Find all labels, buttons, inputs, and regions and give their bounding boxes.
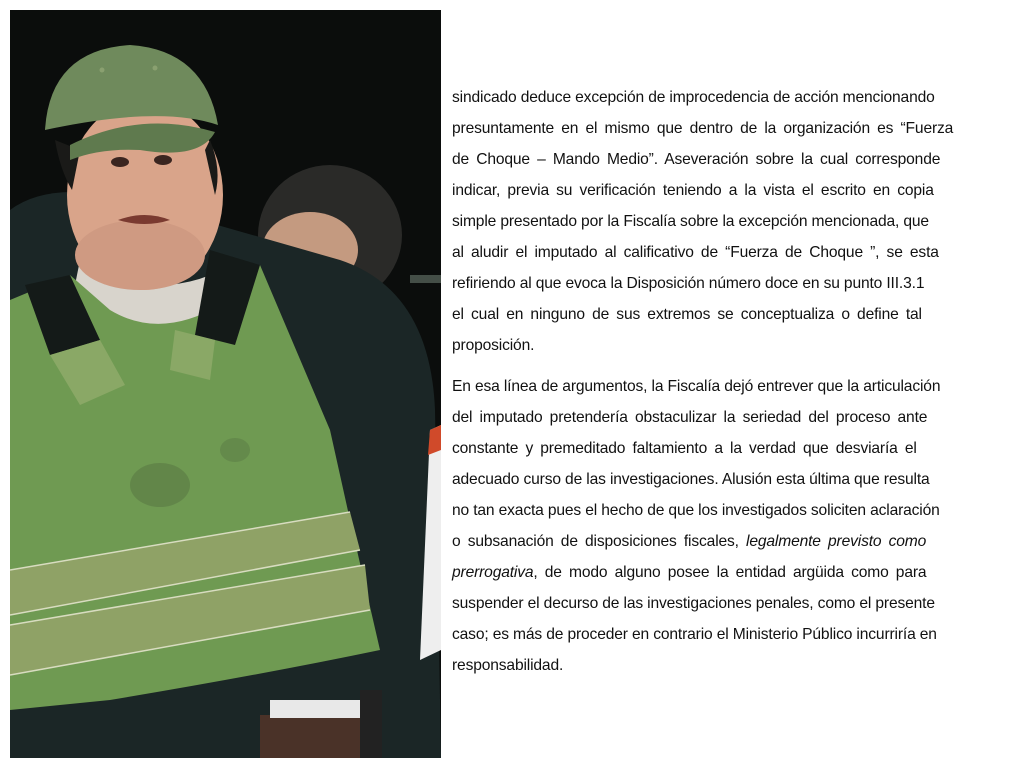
paragraph-2 (452, 371, 1024, 681)
text-line: adecuado curso de las investigaciones. Alusión esta última que resulta (452, 471, 930, 488)
text-line: caso; es más de proceder en contrario el Ministerio Público incurriría en (452, 626, 937, 643)
text-line: presuntamente en el mismo que dentro de la organización es “Fuerza (452, 120, 954, 137)
italic-fragment: legalmente previsto como (746, 533, 927, 550)
text-line: simple presentado por la Fiscalía sobre la excepción mencionada, que (452, 213, 929, 230)
paragraph-gap (452, 361, 1024, 371)
text-line: suspender el decurso de las investigaciones penales, como el presente (452, 595, 935, 612)
text-line: responsabilidad. (452, 657, 564, 674)
text-line: sindicado deduce excepción de improcedencia de acción mencionando (452, 89, 935, 106)
italic-fragment: prerrogativa (452, 564, 534, 581)
text-line: de Choque – Mando Medio”. Aseveración sobre la cual corresponde (452, 151, 941, 168)
text-line: refiriendo al que evoca la Disposición número doce en su punto III.3.1 (452, 275, 925, 292)
text-line: al aludir el imputado al calificativo de “Fuerza de Choque ”, se esta (452, 244, 939, 261)
text-fragment: o subsanación de disposiciones fiscales, (452, 533, 739, 550)
document-text (452, 82, 1024, 681)
text-line: del imputado pretendería obstaculizar la seriedad del proceso ante (452, 409, 928, 426)
text-line: proposición. (452, 337, 535, 354)
photo-illustration (10, 10, 441, 758)
text-line: el cual en ninguno de sus extremos se conceptualiza o define tal (452, 306, 922, 323)
text-line: En esa línea de argumentos, la Fiscalía dejó entrever que la articulación (452, 378, 941, 395)
text-line (452, 557, 1024, 588)
news-photo (10, 10, 441, 758)
text-line: no tan exacta pues el hecho de que los investigados soliciten aclaración (452, 502, 940, 519)
paragraph-1 (452, 82, 1024, 361)
text-line (452, 526, 1024, 557)
text-line: constante y premeditado faltamiento a la verdad que desviaría el (452, 440, 917, 457)
text-fragment: , de modo alguno posee la entidad argüida como para (533, 564, 927, 581)
text-line: indicar, previa su verificación teniendo a la vista el escrito en copia (452, 182, 934, 199)
